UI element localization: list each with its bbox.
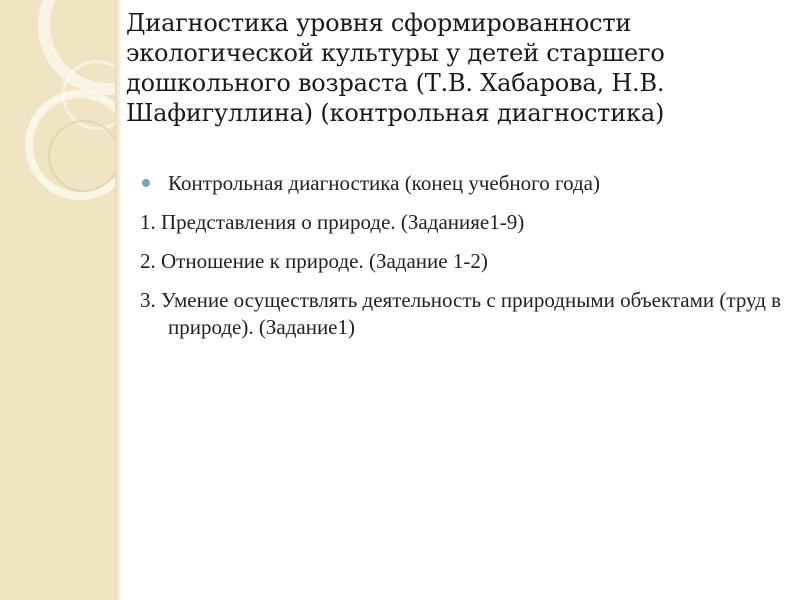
slide-content: [140, 170, 785, 353]
slide-title: Диагностика уровня сформированности экологической культуры у детей старшего дошкольного возраста (Т.В. Хабарова, Н.В. Шафигуллина) (контрольная диагностика): [126, 9, 665, 127]
list-item: [140, 248, 785, 275]
list-item-text: 1. Представления о природе. (Заданияе1-9): [140, 210, 525, 234]
bullet-icon: [142, 179, 150, 187]
decorative-ring: [48, 120, 115, 192]
list-item: [140, 287, 785, 341]
list-item: [140, 209, 785, 236]
decorative-sidebar: [0, 0, 115, 600]
list-item: [140, 170, 785, 197]
list-item-text: 2. Отношение к природе. (Задание 1-2): [140, 249, 488, 273]
list-item-text: Контрольная диагностика (конец учебного года): [168, 171, 600, 195]
list-item-text: 3. Умение осуществлять деятельность с природными объектами (труд в природе). (Задание1): [140, 288, 782, 339]
sidebar-edge: [115, 0, 121, 600]
